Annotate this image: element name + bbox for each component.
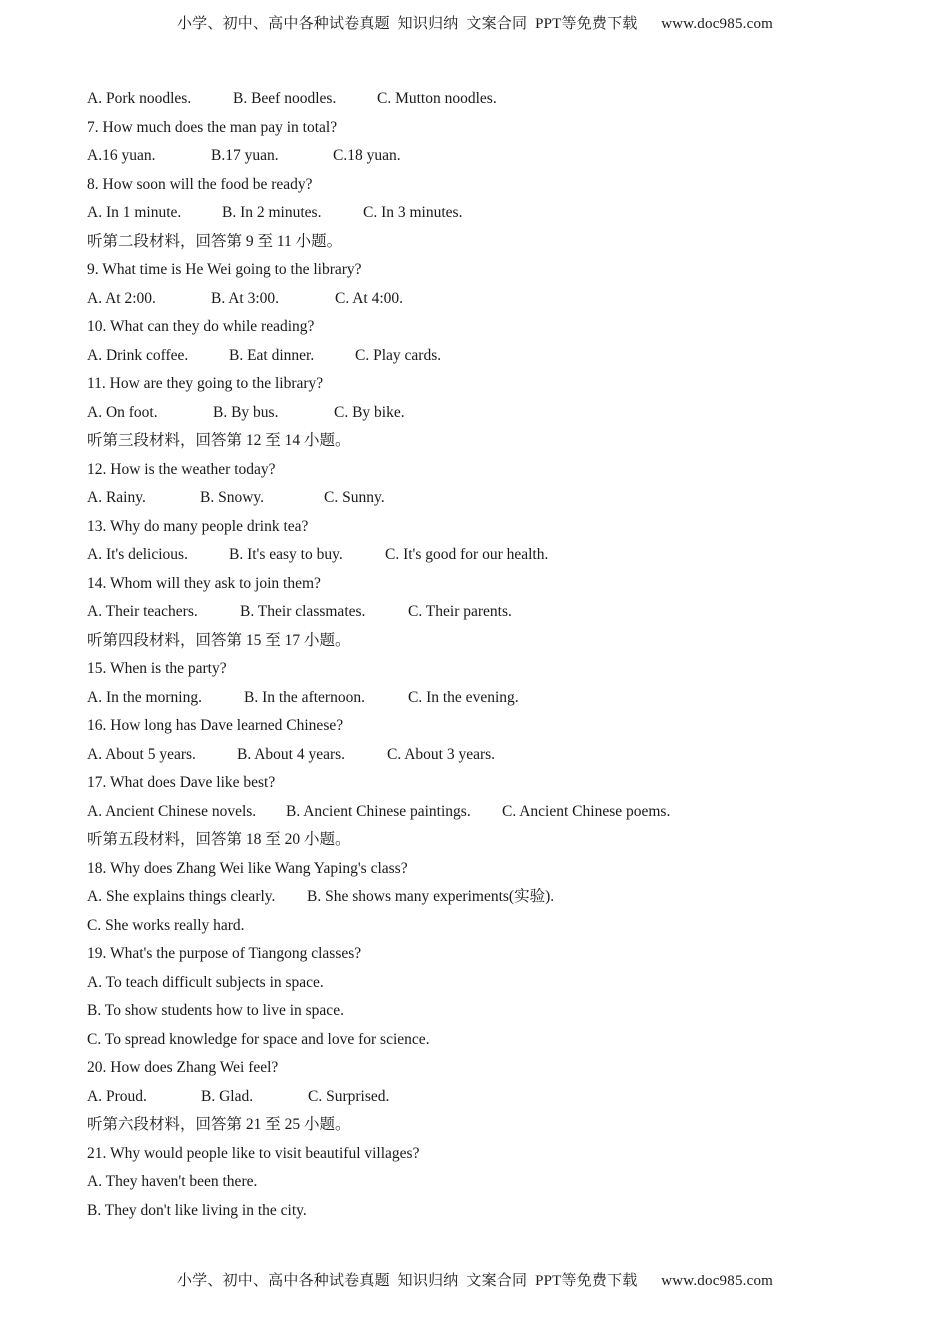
- option-text: A. About 5 years.: [87, 745, 196, 763]
- option-text: A. Drink coffee.: [87, 346, 189, 364]
- option-row: [87, 1083, 887, 1112]
- option-text: B. In 2 minutes.: [222, 204, 322, 221]
- option-text: C.18 yuan.: [333, 147, 401, 164]
- option-row: [87, 684, 887, 713]
- option-text: C. Mutton noodles.: [377, 90, 497, 107]
- option-row: [87, 85, 887, 114]
- option-text: B. She shows many experiments(实验).: [307, 888, 555, 905]
- option-text: B. Eat dinner.: [229, 346, 315, 364]
- section-heading: 听第五段材料，回答第 18 至 20 小题。: [87, 831, 351, 848]
- option-text: C. To spread knowledge for space and love for science.: [87, 1030, 430, 1048]
- option-row: [87, 399, 887, 428]
- option-text: A. Ancient Chinese novels.: [87, 802, 257, 820]
- question-text: 12. How is the weather today?: [87, 460, 276, 478]
- question-text: 14. Whom will they ask to join them?: [87, 574, 321, 592]
- option-text: B. Beef noodles.: [233, 90, 337, 107]
- option-text: A. In the morning.: [87, 688, 202, 706]
- option-text: A. Proud.: [87, 1087, 147, 1105]
- option-text: B. At 3:00.: [211, 289, 280, 307]
- option-text: B. Their classmates.: [240, 603, 366, 620]
- option-row: [87, 798, 887, 827]
- option-row: [87, 598, 887, 627]
- option-text: B.17 yuan.: [211, 147, 279, 164]
- option-text: B. They don't like living in the city.: [87, 1201, 307, 1219]
- question-text: 18. Why does Zhang Wei like Wang Yaping's class?: [87, 859, 408, 877]
- option-row: [87, 342, 887, 371]
- section-heading: 听第三段材料，回答第 12 至 14 小题。: [87, 432, 351, 449]
- option-text: A.16 yuan.: [87, 147, 156, 164]
- question-text: 10. What can they do while reading?: [87, 318, 315, 335]
- option-text: A. To teach difficult subjects in space.: [87, 973, 324, 991]
- option-text: B. To show students how to live in space.: [87, 1002, 344, 1019]
- option-text: B. Ancient Chinese paintings.: [286, 802, 471, 820]
- option-text: B. About 4 years.: [237, 745, 346, 763]
- option-text: C. In the evening.: [408, 688, 519, 706]
- option-text: A. She explains things clearly.: [87, 888, 276, 905]
- option-text: A. Their teachers.: [87, 603, 198, 620]
- option-text: C. By bike.: [334, 403, 405, 421]
- option-text: C. Play cards.: [355, 346, 442, 364]
- question-text: 21. Why would people like to visit beautiful villages?: [87, 1144, 420, 1162]
- option-text: B. It's easy to buy.: [229, 546, 343, 563]
- option-text: B. Glad.: [201, 1087, 254, 1105]
- question-text: 20. How does Zhang Wei feel?: [87, 1059, 279, 1076]
- question-text: 7. How much does the man pay in total?: [87, 118, 338, 136]
- option-text: B. By bus.: [213, 403, 279, 421]
- option-row: [87, 883, 887, 912]
- header-banner: 小学、初中、高中各种试卷真题 知识归纳 文案合同 PPT等免费下载 www.doc985.com: [176, 16, 774, 32]
- option-row: [87, 199, 887, 228]
- question-text: 15. When is the party?: [87, 660, 227, 677]
- option-text: A. They haven't been there.: [87, 1173, 258, 1190]
- option-text: C. She works really hard.: [87, 916, 245, 934]
- option-row: [87, 741, 887, 770]
- option-text: A. It's delicious.: [87, 546, 188, 563]
- question-text: 19. What's the purpose of Tiangong classes?: [87, 945, 362, 962]
- option-text: C. At 4:00.: [335, 289, 404, 307]
- option-text: B. Snowy.: [200, 489, 265, 506]
- question-text: 8. How soon will the food be ready?: [87, 175, 313, 193]
- option-text: C. In 3 minutes.: [363, 204, 463, 221]
- option-text: C. Sunny.: [324, 489, 385, 506]
- option-row: [87, 541, 887, 570]
- option-row: [87, 484, 887, 513]
- section-heading: 听第六段材料，回答第 21 至 25 小题。: [87, 1116, 351, 1133]
- option-text: A. On foot.: [87, 403, 158, 421]
- question-text: 16. How long has Dave learned Chinese?: [87, 717, 344, 734]
- option-text: A. In 1 minute.: [87, 204, 182, 221]
- option-text: C. Their parents.: [408, 603, 512, 620]
- question-text: 13. Why do many people drink tea?: [87, 517, 309, 535]
- option-row: [87, 142, 887, 171]
- option-text: C. Ancient Chinese poems.: [502, 802, 671, 820]
- option-text: A. Pork noodles.: [87, 90, 192, 107]
- question-text: 11. How are they going to the library?: [87, 375, 324, 392]
- question-text: 17. What does Dave like best?: [87, 774, 276, 791]
- option-text: B. In the afternoon.: [244, 688, 365, 706]
- section-heading: 听第四段材料，回答第 15 至 17 小题。: [87, 631, 351, 649]
- option-text: C. It's good for our health.: [385, 546, 549, 563]
- option-text: C. Surprised.: [308, 1087, 390, 1105]
- question-text: 9. What time is He Wei going to the library?: [87, 261, 362, 278]
- exam-content: [87, 85, 887, 1225]
- option-text: C. About 3 years.: [387, 745, 496, 763]
- option-text: A. Rainy.: [87, 489, 146, 506]
- option-text: A. At 2:00.: [87, 289, 156, 307]
- option-row: [87, 285, 887, 314]
- section-heading: 听第二段材料，回答第 9 至 11 小题。: [87, 232, 343, 250]
- footer-banner: 小学、初中、高中各种试卷真题 知识归纳 文案合同 PPT等免费下载 www.doc985.com: [176, 1273, 774, 1289]
